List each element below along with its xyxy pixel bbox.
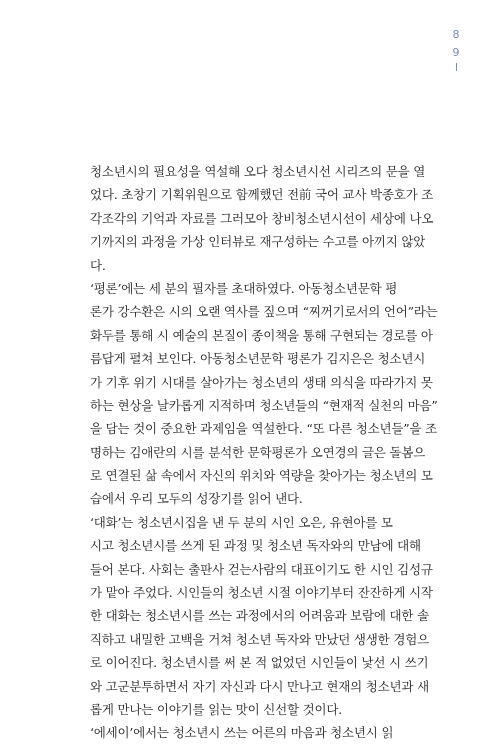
paragraph-intro xyxy=(90,160,496,277)
page-number-tick xyxy=(456,63,457,71)
text-line: 름답게 펼쳐 보인다. 아동청소년문학 평론가 김지은은 청소년시 xyxy=(90,351,426,367)
text-line: 가 맡아 주었다. 시인들의 청소년 시절 이야기부터 잔잔하게 시작 xyxy=(90,585,433,601)
text-line: 다. xyxy=(90,257,106,273)
page-number-left: 8 xyxy=(452,28,460,41)
text-line: 한 대화는 청소년시를 쓰는 과정에서의 어려움과 보람에 대한 솔 xyxy=(90,608,429,624)
text-line: 들어 본다. 사회는 출판사 걷는사람의 대표이기도 한 시인 김성규 xyxy=(90,561,433,577)
paragraph-dialogue xyxy=(90,511,496,722)
text-line: ‘평론’에는 세 분의 필자를 초대하였다. 아동청소년문학 평 xyxy=(90,280,398,296)
text-line: 습에서 우리 모두의 성장기를 읽어 낸다. xyxy=(90,491,303,507)
paragraph-essay xyxy=(90,721,496,744)
text-line: 로 연결된 삶 속에서 자신의 위치와 역량을 찾아가는 청소년의 모 xyxy=(90,468,433,484)
text-line: 로 이어진다. 청소년시를 써 본 적 없었던 시인들이 낯선 시 쓰기 xyxy=(90,655,429,671)
text-line: 화두를 통해 시 예술의 본질이 종이책을 통해 구현되는 경로를 아 xyxy=(90,327,433,343)
text-line: 롭게 만나는 이야기를 읽는 맛이 신선할 것이다. xyxy=(90,701,343,717)
text-line: 와 고군분투하면서 자기 자신과 다시 만나고 현재의 청소년과 새 xyxy=(90,678,429,694)
page-number-right: 9 xyxy=(452,46,460,59)
body-text xyxy=(90,160,496,745)
text-line: ‘에세이’에서는 청소년시 쓰는 어른의 마음과 청소년시 읽 xyxy=(90,725,394,741)
paragraph-criticism xyxy=(90,277,496,511)
text-line: 청소년시의 필요성을 역설해 오다 청소년시선 시리즈의 문을 열 xyxy=(90,164,426,179)
text-line: 었다. 초창기 기획위원으로 함께했던 전前 국어 교사 박종호가 조 xyxy=(90,187,434,203)
text-line: 을 담는 것이 중요한 과제임을 역설한다. “또 다른 청소년들”을 조 xyxy=(90,421,437,437)
page-numbers xyxy=(446,26,466,71)
text-line: ‘대화’는 청소년시집을 낸 두 분의 시인 오은, 유현아를 모 xyxy=(90,514,393,530)
text-line: 각조각의 기억과 자료를 그러모아 창비청소년시선이 세상에 나오 xyxy=(90,210,434,226)
text-line: 가 기후 위기 시대를 살아가는 청소년의 생태 의식을 따라가지 못 xyxy=(90,374,433,390)
text-line: 론가 강수환은 시의 오랜 역사를 짚으며 “찌꺼기로서의 언어”라는 xyxy=(90,304,438,320)
text-line: 명하는 김애란의 시를 분석한 문학평론가 오연경의 글은 돌봄으 xyxy=(90,444,426,460)
text-line: 기까지의 과정을 가상 인터뷰로 재구성하는 수고를 아끼지 않았 xyxy=(90,234,426,250)
text-line: 하는 현상을 날카롭게 지적하며 청소년들의 “현재적 실천의 마음” xyxy=(90,397,438,413)
text-line: 시고 청소년시를 쓰게 된 과정 및 청소년 독자와의 만남에 대해 xyxy=(90,538,421,554)
text-line: 직하고 내밀한 고백을 거쳐 청소년 독자와 만났던 생생한 경험으 xyxy=(90,631,429,647)
